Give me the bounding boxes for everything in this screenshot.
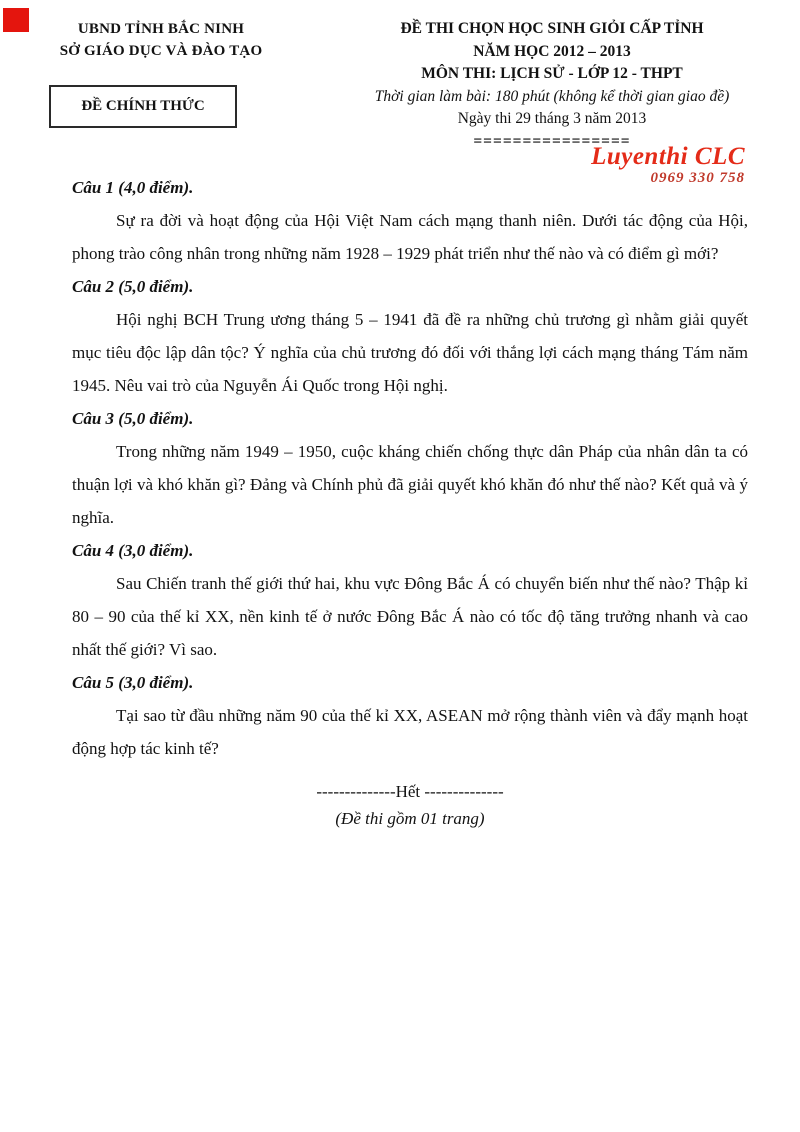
- question-label: Câu 3 (5,0 điểm).: [72, 409, 194, 428]
- exam-title-block: [322, 18, 800, 153]
- question-text: Tại sao từ đầu những năm 90 của thế kỉ XX, ASEAN mở rộng thành viên và đẩy mạnh hoạt động hợp tác kinh tế?: [72, 706, 748, 758]
- end-of-exam-line: --------------Hết --------------: [316, 782, 504, 801]
- exam-title-line1: ĐỀ THI CHỌN HỌC SINH GIỎI CẤP TỈNH: [400, 20, 704, 37]
- watermark-phone-number: 0969 330 758: [650, 170, 745, 187]
- page-count-note: (Đề thi gồm 01 trang): [335, 809, 485, 828]
- authority-name-line2: SỞ GIÁO DỤC VÀ ĐÀO TẠO: [59, 43, 263, 59]
- question-text: Sau Chiến tranh thế giới thứ hai, khu vực Đông Bắc Á có chuyển biến như thế nào? Thập kỉ 80 – 90 của thế kỉ XX, nền kinh tế ở nước Đông Bắc Á nào có tốc độ tăng trưởng nhanh và cao nhất thế giới? Vì sao.: [72, 574, 748, 659]
- exam-date-line: Ngày thi 29 tháng 3 năm 2013: [457, 110, 647, 127]
- exam-subject-line: MÔN THI: LỊCH SỬ - LỚP 12 - THPT: [421, 65, 683, 82]
- document-footer: [72, 778, 748, 832]
- question-block: [72, 270, 748, 402]
- issuing-authority-block: [0, 18, 322, 153]
- exam-questions-body: [72, 171, 748, 832]
- exam-duration-line: Thời gian làm bài: 180 phút (không kể thời gian giao đề): [374, 87, 730, 105]
- question-label: Câu 5 (3,0 điểm).: [72, 673, 194, 692]
- question-block: [72, 171, 748, 270]
- question-label: Câu 1 (4,0 điểm).: [72, 178, 194, 197]
- question-block: [72, 402, 748, 534]
- question-label: Câu 2 (5,0 điểm).: [72, 277, 194, 296]
- exam-title-line2: NĂM HỌC 2012 – 2013: [473, 42, 631, 60]
- watermark-brand-text: Luyenthi CLC: [591, 143, 745, 170]
- official-exam-stamp: ĐỀ CHÍNH THỨC: [49, 85, 236, 128]
- document-header: [0, 0, 800, 153]
- question-block: [72, 534, 748, 666]
- question-text: Trong những năm 1949 – 1950, cuộc kháng chiến chống thực dân Pháp của nhân dân ta có thuận lợi và khó khăn gì? Đảng và Chính phủ đã giải quyết khó khăn đó như thế nào? Kết quả và ý nghĩa.: [72, 442, 748, 527]
- authority-name-line1: UBND TỈNH BẮC NINH: [77, 21, 245, 37]
- question-block: [72, 666, 748, 765]
- question-text: Hội nghị BCH Trung ương tháng 5 – 1941 đã đề ra những chủ trương gì nhằm giải quyết mục tiêu độc lập dân tộc? Ý nghĩa của chủ trương đó đối với thắng lợi cách mạng tháng Tám năm 1945. Nêu vai trò của Nguyễn Ái Quốc trong Hội nghị.: [72, 310, 748, 395]
- red-corner-mark: [3, 8, 29, 32]
- header-separator: ================: [473, 132, 631, 150]
- question-text: Sự ra đời và hoạt động của Hội Việt Nam cách mạng thanh niên. Dưới tác động của Hội, phong trào công nhân trong những năm 1928 – 1929 phát triển như thế nào và có điểm gì mới?: [72, 211, 748, 263]
- question-label: Câu 4 (3,0 điểm).: [72, 541, 194, 560]
